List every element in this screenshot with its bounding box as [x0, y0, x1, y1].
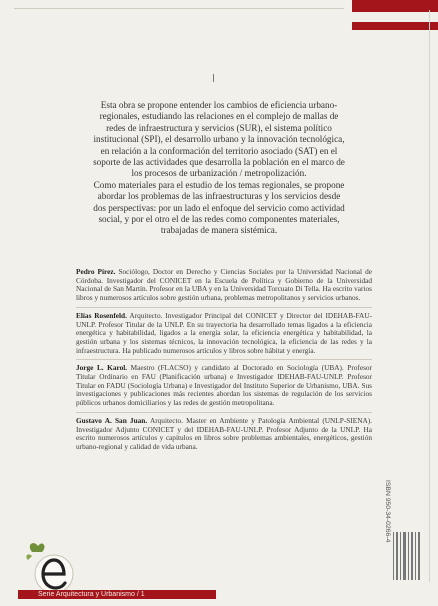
author-description: Maestro (FLACSO) y candidato al Doctorado en Sociología (UBA). Profesor Titular Ordinario en FAU (Planificación urbana) e Investigador IDEHAB-FAU-UNLP. Profesor Titular en FADU (Sociología Urbana) e Investigador del Instituto Superior de Urbanismo, UBA. Sus investigaciones y publicaciones más recientes abordan los sistemas de regulación de los servicios públicos urbanos domiciliarios y las redes de gestión metropolitana.: [76, 363, 373, 408]
author-name: Gustavo A. San Juan.: [76, 415, 148, 425]
synopsis-line: en relación a la conformación del territorio asociado (SAT) en el: [100, 145, 338, 156]
leaf-e-logo-icon: [24, 538, 78, 596]
top-frame-line: [14, 8, 344, 9]
synopsis: [48, 100, 390, 237]
bio-divider: [76, 307, 372, 308]
author-description: Arquitecto. Master en Ambiente y Patología Ambiental (UNLP-SIENA). Investigador Adjunto CONICET y del IDEHAB-FAU-UNLP. Profesor Adjunto de la UNLP. Ha escrito numerosos artículos y capítulos en libros sobre problemas ambientales, energéticos, gestión urbano-regional y calidad de vida urbana.: [76, 415, 372, 451]
author-name: Pedro Pírez.: [76, 267, 116, 276]
red-accent-bar: [352, 22, 438, 30]
author-bio-pirez: [76, 268, 372, 303]
synopsis-line: soporte de las actividades que desarrolla la población en el marco de: [93, 157, 345, 168]
author-bios: [76, 268, 372, 452]
author-description: Sociólogo, Doctor en Derecho y Ciencias Sociales por la Universidad Nacional de Córdoba. Investigador del CONICET en la Escuela de Política y Gobierno de la Universidad Nacional de San Martín. Profesor en la UBA y en la Universidad Torcuato Di Tella. Ha escrito varios libros y numerosos artículos sobre gestión urbana, problemas metropolitanos y servicios urbanos.: [76, 267, 372, 303]
barcode-icon: [392, 532, 422, 580]
synopsis-line: Como materiales para el estudio de los temas regionales, se propone: [93, 179, 345, 190]
synopsis-line: abordar los problemas de las infraestructuras y los servicios desde: [97, 191, 341, 202]
synopsis-line: redes de infraestructura y servicios (SUR), el sistema político: [106, 122, 332, 133]
author-bio-rosenfeld: [76, 312, 372, 356]
right-frame-line: [429, 10, 430, 582]
isbn-label: ISBN 950-34-0266-4: [384, 480, 391, 543]
author-name: Elías Rosenfeld.: [76, 310, 127, 320]
synopsis-line: dos perspectivas: por un lado el enfoque del servicio como actividad: [93, 202, 345, 213]
author-bio-san-juan: [76, 417, 372, 452]
red-corner-band: [352, 0, 438, 12]
synopsis-line: regionales, estudiando las relaciones en el complejo de mallas de: [99, 111, 339, 122]
series-label: Serie Arquitectura y Urbanismo / 1: [38, 591, 145, 598]
bio-divider: [76, 412, 372, 413]
synopsis-line: social, y por el otro el de las redes como componentes materiales,: [98, 214, 340, 225]
author-description: Arquitecto. Investigador Principal del CONICET y Director del IDEHAB-FAU-UNLP. Profesor Titular de la UNLP. En su trayectoria ha desarrollado temas ligados a la eficiencia energética y habitabilidad, ligados a la energía solar, la eficiencia energética y habitabilidad, la gestión urbana y los sistemas técnicos, la innovación tecnológica, la eficiencia de las redes y la infraestructura. Ha publicado numerosos artículos y libros sobre hábitat y energía.: [76, 310, 372, 355]
bio-divider: [76, 359, 372, 360]
synopsis-line: Esta obra se propone entender los cambios de eficiencia urbano-: [100, 100, 338, 110]
synopsis-line: institucional (SPI), el desarrollo urbano y la innovación tecnológica,: [93, 134, 345, 145]
synopsis-line: trabajadas de manera sistémica.: [160, 225, 278, 236]
author-name: Jorge L. Karol.: [76, 363, 128, 373]
center-mark: [213, 74, 214, 82]
author-bio-karol: [76, 364, 372, 408]
synopsis-line: los procesos de urbanización / metropolización.: [131, 168, 307, 179]
